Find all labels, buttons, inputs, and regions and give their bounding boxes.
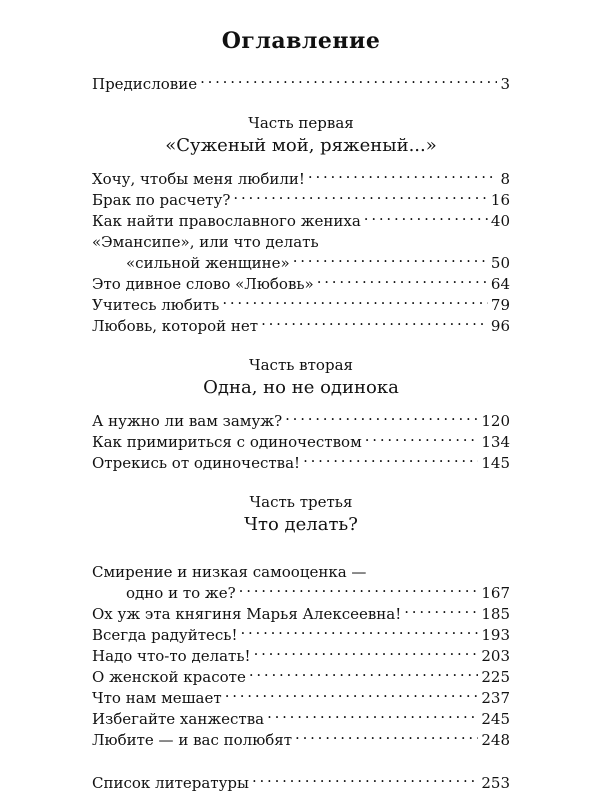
toc-page-number: 253 [481, 774, 510, 792]
toc-entry[interactable] [92, 295, 510, 316]
leader-dots [364, 211, 488, 226]
toc-entry-label: Любите — и вас полюбят [92, 731, 293, 749]
leader-dots [303, 453, 478, 468]
leader-dots [225, 688, 479, 703]
spacer [92, 548, 510, 562]
toc-page-number: 245 [481, 710, 510, 728]
toc-entry-label: одно и то же? [126, 584, 236, 602]
leader-dots [254, 646, 479, 661]
part-label: Часть первая [248, 114, 354, 132]
toc-entry-label: Брак по расчету? [92, 191, 231, 209]
toc-page-number: 64 [490, 275, 510, 293]
toc-entry[interactable] [92, 709, 510, 730]
toc-entry[interactable] [92, 169, 510, 190]
leader-dots [249, 667, 479, 682]
toc-page-number: 134 [481, 433, 510, 451]
leader-dots [267, 709, 478, 724]
toc-page-number: 8 [500, 170, 510, 188]
toc-page-number: 185 [481, 605, 510, 623]
leader-dots [404, 604, 478, 619]
toc-entry-label: Надо что-то делать! [92, 647, 251, 665]
toc-entry[interactable] [92, 688, 510, 709]
toc-entry-label: А нужно ли вам замуж? [92, 412, 283, 430]
leader-dots [317, 274, 488, 289]
toc-entry[interactable] [92, 211, 510, 232]
leader-dots [233, 190, 487, 205]
toc-page-number: 79 [490, 296, 510, 314]
toc-entry[interactable] [92, 432, 510, 453]
leader-dots [252, 773, 478, 788]
toc-entry[interactable] [92, 190, 510, 211]
part-heading-1 [92, 113, 510, 159]
toc-entry-label: Что нам мешает [92, 689, 222, 707]
part-heading-3 [92, 492, 510, 538]
leader-dots [293, 253, 488, 268]
toc-entry[interactable] [92, 316, 510, 337]
toc-entry [92, 253, 510, 274]
toc-entry-label: Учитесь любить [92, 296, 220, 314]
part-title: «Суженый мой, ряженый...» [165, 135, 437, 156]
toc-entry-label: Ох уж эта княгиня Марья Алексеевна! [92, 605, 402, 623]
page-title: Оглавление [221, 28, 381, 54]
toc-entry-first-line: Смирение и низкая самооценка — [92, 563, 367, 581]
toc-entry-label: Всегда радуйтесь! [92, 626, 238, 644]
toc-entry[interactable] [92, 667, 510, 688]
toc-entry[interactable] [92, 646, 510, 667]
toc-entry-label: Предисловие [92, 75, 198, 93]
toc-entry-multiline[interactable] [92, 562, 510, 604]
toc-entry[interactable] [92, 453, 510, 474]
toc-entry-label: Любовь, которой нет [92, 317, 259, 335]
part-title: Что делать? [244, 514, 358, 535]
toc-page-number: 203 [481, 647, 510, 665]
toc-entry[interactable] [92, 411, 510, 432]
toc-entry-bibliography[interactable] [92, 773, 510, 794]
leader-dots [222, 295, 488, 310]
leader-dots [200, 74, 497, 89]
leader-dots [295, 730, 478, 745]
toc-entry[interactable] [92, 730, 510, 751]
leader-dots [285, 411, 478, 426]
toc-entry-label: Хочу, чтобы меня любили! [92, 170, 305, 188]
toc-page-number: 40 [490, 212, 510, 230]
toc-page-number: 145 [481, 454, 510, 472]
toc-page-number: 96 [490, 317, 510, 335]
leader-dots [239, 583, 479, 598]
part-label: Часть вторая [249, 356, 353, 374]
toc-entry [92, 583, 510, 604]
toc-page-number: 193 [481, 626, 510, 644]
leader-dots [240, 625, 478, 640]
leader-dots [261, 316, 488, 331]
toc-entry-label: «сильной женщине» [126, 254, 290, 272]
toc-entry-label: О женской красоте [92, 668, 246, 686]
toc-entry-label: Избегайте ханжества [92, 710, 265, 728]
toc-entry[interactable] [92, 274, 510, 295]
part-title: Одна, но не одинока [203, 377, 399, 398]
leader-dots [365, 432, 479, 447]
toc-entry-multiline[interactable] [92, 232, 510, 274]
toc-page-number: 3 [500, 75, 510, 93]
toc-entry-preface[interactable] [92, 74, 510, 95]
toc-page-number: 248 [481, 731, 510, 749]
toc-entry-label: Как примириться с одиночеством [92, 433, 362, 451]
leader-dots [308, 169, 498, 184]
toc-page-number: 237 [481, 689, 510, 707]
toc-entry[interactable] [92, 625, 510, 646]
toc-entry-label: Это дивное слово «Любовь» [92, 275, 314, 293]
part-label: Часть третья [249, 493, 353, 511]
toc-page-number: 120 [481, 412, 510, 430]
toc-entry-label: Отрекись от одиночества! [92, 454, 301, 472]
toc-entry-label: Список литературы [92, 774, 249, 792]
toc-page-number: 225 [481, 668, 510, 686]
part-heading-2 [92, 355, 510, 401]
toc-page-number: 167 [481, 584, 510, 602]
table-of-contents [92, 20, 510, 794]
toc-page-number: 16 [490, 191, 510, 209]
spacer [92, 751, 510, 773]
toc-entry-first-line: «Эмансипе», или что делать [92, 233, 319, 251]
toc-page-number: 50 [490, 254, 510, 272]
toc-entry[interactable] [92, 604, 510, 625]
toc-entry-label: Как найти православного жениха [92, 212, 361, 230]
